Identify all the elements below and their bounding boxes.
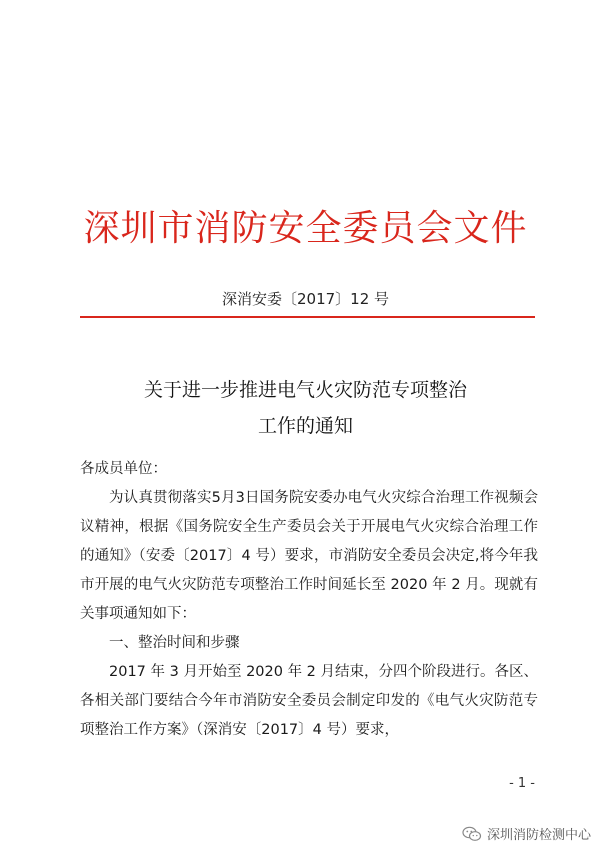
- notice-title-line: 关于进一步推进电气火灾防范专项整治: [143, 379, 467, 401]
- salutation: 各成员单位：: [80, 461, 167, 477]
- document-header-title: 深圳市消防安全委员会文件: [83, 208, 528, 249]
- footer-brand-text: 深圳消防检测中心: [486, 828, 591, 843]
- body-paragraph: 2017 年 3 月开始至 2020 年 2 月结束，分四个阶段进行。各区、各相关部门要结合今年市消防安全委员会制定印发的《电气火灾防范专项整治工作方案》（深消安〔2017〕4 号）要求，: [80, 664, 539, 738]
- document-body: [80, 455, 538, 745]
- notice-title-line: 工作的通知: [257, 415, 353, 437]
- page-number: - 1 -: [509, 776, 535, 791]
- notice-title: [0, 372, 611, 444]
- red-divider: [80, 316, 535, 318]
- footer-watermark: [462, 824, 591, 843]
- wechat-icon: [462, 826, 482, 842]
- body-paragraph: 为认真贯彻落实5月3日国务院安委办电气火灾综合治理工作视频会议精神，根据《国务院安全生产委员会关于开展电气火灾综合治理工作的通知》（安委〔2017〕4 号）要求，市消防安全委员会决定,将今年我市开展的电气火灾防范专项整治工作时间延长至 2020 年 2 月。现就有关事项通知如下：: [80, 490, 538, 622]
- document-number: 深消安委〔2017〕12 号: [221, 290, 390, 308]
- section-heading: 一、整治时间和步骤: [109, 635, 240, 651]
